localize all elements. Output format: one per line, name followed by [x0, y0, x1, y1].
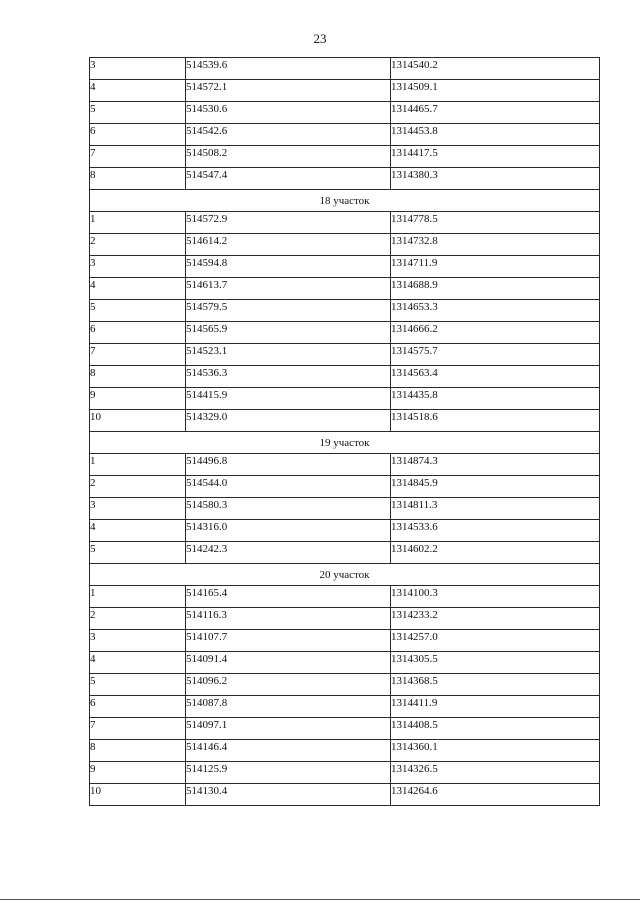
- y-coordinate-cell: 1314688.9: [391, 278, 600, 300]
- y-coordinate-cell: 1314368.5: [391, 674, 600, 696]
- x-coordinate-cell: 514544.0: [186, 476, 391, 498]
- section-header-row: [90, 564, 600, 586]
- point-number-cell: 5: [90, 300, 186, 322]
- section-title: 18 участок: [90, 190, 600, 212]
- x-coordinate-cell: 514580.3: [186, 498, 391, 520]
- point-number-cell: 2: [90, 608, 186, 630]
- table-row: [90, 630, 600, 652]
- x-coordinate-cell: 514146.4: [186, 740, 391, 762]
- y-coordinate-cell: 1314732.8: [391, 234, 600, 256]
- point-number-cell: 1: [90, 586, 186, 608]
- point-number-cell: 5: [90, 102, 186, 124]
- x-coordinate-cell: 514614.2: [186, 234, 391, 256]
- x-coordinate-cell: 514613.7: [186, 278, 391, 300]
- x-coordinate-cell: 514096.2: [186, 674, 391, 696]
- y-coordinate-cell: 1314408.5: [391, 718, 600, 740]
- table-row: [90, 102, 600, 124]
- page-bottom-rule: [0, 899, 640, 900]
- table-row: [90, 58, 600, 80]
- table-row: [90, 652, 600, 674]
- page-number: 23: [313, 31, 327, 46]
- y-coordinate-cell: 1314778.5: [391, 212, 600, 234]
- point-number-cell: 6: [90, 322, 186, 344]
- table-row: [90, 168, 600, 190]
- coordinates-table: [89, 57, 600, 806]
- y-coordinate-cell: 1314417.5: [391, 146, 600, 168]
- x-coordinate-cell: 514107.7: [186, 630, 391, 652]
- y-coordinate-cell: 1314509.1: [391, 80, 600, 102]
- x-coordinate-cell: 514508.2: [186, 146, 391, 168]
- point-number-cell: 3: [90, 256, 186, 278]
- x-coordinate-cell: 514097.1: [186, 718, 391, 740]
- x-coordinate-cell: 514242.3: [186, 542, 391, 564]
- y-coordinate-cell: 1314533.6: [391, 520, 600, 542]
- y-coordinate-cell: 1314360.1: [391, 740, 600, 762]
- point-number-cell: 3: [90, 630, 186, 652]
- table-row: [90, 322, 600, 344]
- table-row: [90, 586, 600, 608]
- table-row: [90, 146, 600, 168]
- table-row: [90, 542, 600, 564]
- point-number-cell: 3: [90, 58, 186, 80]
- y-coordinate-cell: 1314465.7: [391, 102, 600, 124]
- y-coordinate-cell: 1314711.9: [391, 256, 600, 278]
- table-row: [90, 476, 600, 498]
- y-coordinate-cell: 1314411.9: [391, 696, 600, 718]
- y-coordinate-cell: 1314264.6: [391, 784, 600, 806]
- x-coordinate-cell: 514539.6: [186, 58, 391, 80]
- x-coordinate-cell: 514565.9: [186, 322, 391, 344]
- point-number-cell: 9: [90, 388, 186, 410]
- section-title: 20 участок: [90, 564, 600, 586]
- table-row: [90, 696, 600, 718]
- section-header-row: [90, 190, 600, 212]
- point-number-cell: 6: [90, 696, 186, 718]
- table-row: [90, 212, 600, 234]
- x-coordinate-cell: 514165.4: [186, 586, 391, 608]
- y-coordinate-cell: 1314518.6: [391, 410, 600, 432]
- y-coordinate-cell: 1314540.2: [391, 58, 600, 80]
- y-coordinate-cell: 1314380.3: [391, 168, 600, 190]
- coordinates-table-body: [90, 58, 600, 806]
- y-coordinate-cell: 1314257.0: [391, 630, 600, 652]
- y-coordinate-cell: 1314233.2: [391, 608, 600, 630]
- table-row: [90, 498, 600, 520]
- point-number-cell: 10: [90, 410, 186, 432]
- x-coordinate-cell: 514329.0: [186, 410, 391, 432]
- table-row: [90, 124, 600, 146]
- y-coordinate-cell: 1314811.3: [391, 498, 600, 520]
- y-coordinate-cell: 1314666.2: [391, 322, 600, 344]
- x-coordinate-cell: 514130.4: [186, 784, 391, 806]
- y-coordinate-cell: 1314435.8: [391, 388, 600, 410]
- y-coordinate-cell: 1314653.3: [391, 300, 600, 322]
- x-coordinate-cell: 514091.4: [186, 652, 391, 674]
- point-number-cell: 1: [90, 212, 186, 234]
- point-number-cell: 1: [90, 454, 186, 476]
- point-number-cell: 5: [90, 542, 186, 564]
- table-row: [90, 740, 600, 762]
- point-number-cell: 7: [90, 344, 186, 366]
- x-coordinate-cell: 514572.1: [186, 80, 391, 102]
- table-row: [90, 718, 600, 740]
- y-coordinate-cell: 1314874.3: [391, 454, 600, 476]
- x-coordinate-cell: 514536.3: [186, 366, 391, 388]
- table-row: [90, 410, 600, 432]
- point-number-cell: 7: [90, 146, 186, 168]
- x-coordinate-cell: 514579.5: [186, 300, 391, 322]
- x-coordinate-cell: 514316.0: [186, 520, 391, 542]
- table-row: [90, 344, 600, 366]
- x-coordinate-cell: 514542.6: [186, 124, 391, 146]
- x-coordinate-cell: 514530.6: [186, 102, 391, 124]
- table-row: [90, 674, 600, 696]
- y-coordinate-cell: 1314563.4: [391, 366, 600, 388]
- table-row: [90, 80, 600, 102]
- point-number-cell: 2: [90, 476, 186, 498]
- section-title: 19 участок: [90, 432, 600, 454]
- point-number-cell: 9: [90, 762, 186, 784]
- table-row: [90, 278, 600, 300]
- point-number-cell: 4: [90, 652, 186, 674]
- point-number-cell: 4: [90, 278, 186, 300]
- x-coordinate-cell: 514415.9: [186, 388, 391, 410]
- point-number-cell: 4: [90, 520, 186, 542]
- y-coordinate-cell: 1314602.2: [391, 542, 600, 564]
- y-coordinate-cell: 1314326.5: [391, 762, 600, 784]
- table-row: [90, 388, 600, 410]
- table-row: [90, 234, 600, 256]
- table-row: [90, 784, 600, 806]
- x-coordinate-cell: 514594.8: [186, 256, 391, 278]
- point-number-cell: 2: [90, 234, 186, 256]
- point-number-cell: 7: [90, 718, 186, 740]
- table-row: [90, 608, 600, 630]
- table-row: [90, 366, 600, 388]
- x-coordinate-cell: 514087.8: [186, 696, 391, 718]
- section-header-row: [90, 432, 600, 454]
- y-coordinate-cell: 1314453.8: [391, 124, 600, 146]
- x-coordinate-cell: 514547.4: [186, 168, 391, 190]
- point-number-cell: 6: [90, 124, 186, 146]
- x-coordinate-cell: 514572.9: [186, 212, 391, 234]
- x-coordinate-cell: 514496.8: [186, 454, 391, 476]
- point-number-cell: 8: [90, 740, 186, 762]
- table-row: [90, 762, 600, 784]
- point-number-cell: 8: [90, 366, 186, 388]
- x-coordinate-cell: 514116.3: [186, 608, 391, 630]
- point-number-cell: 10: [90, 784, 186, 806]
- point-number-cell: 5: [90, 674, 186, 696]
- table-row: [90, 256, 600, 278]
- y-coordinate-cell: 1314100.3: [391, 586, 600, 608]
- point-number-cell: 8: [90, 168, 186, 190]
- x-coordinate-cell: 514125.9: [186, 762, 391, 784]
- y-coordinate-cell: 1314305.5: [391, 652, 600, 674]
- table-row: [90, 300, 600, 322]
- point-number-cell: 3: [90, 498, 186, 520]
- table-row: [90, 454, 600, 476]
- point-number-cell: 4: [90, 80, 186, 102]
- table-row: [90, 520, 600, 542]
- x-coordinate-cell: 514523.1: [186, 344, 391, 366]
- y-coordinate-cell: 1314575.7: [391, 344, 600, 366]
- y-coordinate-cell: 1314845.9: [391, 476, 600, 498]
